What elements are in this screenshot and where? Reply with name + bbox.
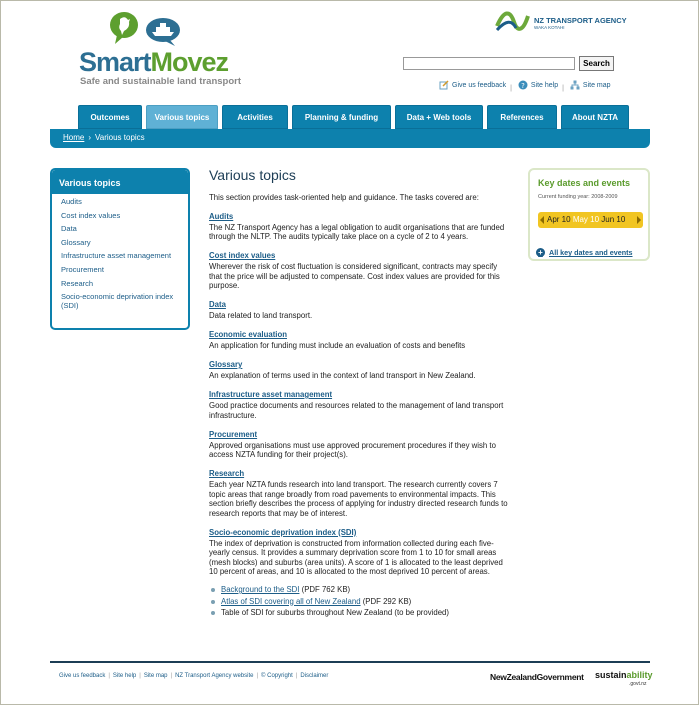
topic-description: Wherever the risk of cost fluctuation is considered significant, contracts may specify that the price will be adjusted to compensate. Cost index values are provided for this purpose. [209,262,500,290]
separator: | [510,85,512,92]
ferry-bubble-icon [145,17,181,47]
topic-link-cost-index[interactable]: Cost index values [209,251,276,260]
sidebar-item-infrastructure[interactable]: Infrastructure asset management [61,251,172,261]
sidebar-item-research[interactable]: Research [61,278,94,288]
topic-section [209,360,509,381]
month-apr[interactable]: Apr 10 [547,215,571,224]
separator: | [562,85,564,92]
topic-description: Approved organisations must use approved procurement procedures if they wish to access NZTA funding for their project(s). [209,440,496,459]
key-dates-panel [528,168,650,261]
month-may-current[interactable]: May 10 [572,215,600,224]
nzta-mark-icon [494,6,530,36]
separator: | [256,673,259,679]
sdi-background-link[interactable]: Background to the SDI [221,585,300,594]
timeline-months [547,215,625,224]
separator: | [295,673,298,679]
brand-tagline: Safe and sustainable land transport [80,76,242,87]
topic-section [209,430,509,460]
topic-link-economic-evaluation[interactable]: Economic evaluation [209,330,287,339]
topic-description: Data related to land transport. [209,311,313,320]
tab-activities[interactable]: Activities [222,105,288,129]
sustainability-logo[interactable] [595,670,653,680]
brand-smart: Smart [79,47,151,77]
feedback-link-label: Give us feedback [452,81,507,89]
svg-text:?: ? [521,82,525,90]
bird-bubble-icon [109,11,139,45]
sidebar-item-sdi[interactable]: Socio-economic deprivation index (SDI) [61,292,174,311]
footer-links [59,673,328,679]
all-key-dates-label: All key dates and events [549,248,633,257]
separator: | [139,673,141,679]
footer-divider [50,661,650,663]
sitemap-icon [570,80,580,90]
sidebar-list [61,197,187,315]
sustainability-domain: .govt.nz [629,681,647,687]
footer-nzta-website-link[interactable]: NZ Transport Agency website [175,673,254,679]
topic-link-research[interactable]: Research [209,469,245,478]
sidebar-item-cost-index-values[interactable]: Cost index values [61,210,121,220]
topic-section [209,469,509,518]
key-dates-title: Key dates and events [538,178,631,188]
page-title: Various topics [209,167,296,183]
topic-link-procurement[interactable]: Procurement [209,429,258,439]
utility-links [439,80,611,92]
search-input[interactable] [403,57,575,70]
topic-section [209,528,509,577]
nzta-name: NZ TRANSPORT AGENCY [534,16,627,25]
footer-copyright-link[interactable]: © Copyright [261,673,293,679]
tab-data-web-tools[interactable]: Data + Web tools [395,105,483,129]
topic-section [209,330,509,351]
breadcrumb-separator: › [88,133,92,142]
plus-icon: + [536,248,545,257]
sdi-resource-list [209,584,509,619]
tab-various-topics[interactable]: Various topics [146,105,218,129]
topic-link-infrastructure[interactable]: Infrastructure asset management [209,390,333,399]
topic-section [209,390,509,420]
site-map-label: Site map [582,81,611,89]
sdi-atlas-link[interactable]: Atlas of SDI covering all of New Zealand [221,596,361,606]
all-key-dates-link[interactable] [536,248,633,257]
topic-description: Each year NZTA funds research into land transport. The research currently covers 7 topic areas that range broadly from road pavements to environmental impacts. This section briefly describes the process of applying for industry directed research funds to research reports that may be of interest. [209,480,508,518]
tab-references[interactable]: References [487,105,557,129]
separator: | [170,673,173,679]
list-item [209,596,509,608]
timeline-next-icon[interactable] [637,216,641,224]
sustain-text: sustain [595,670,627,680]
main-content [209,167,509,619]
footer-site-map-link[interactable]: Site map [143,673,168,679]
pencil-icon [439,80,449,90]
list-item [209,584,509,596]
breadcrumb-bar [50,129,650,148]
intro-text: This section provides task-oriented help and guidance. The tasks covered are: [209,193,479,202]
search-button[interactable]: Search [579,56,614,71]
file-info: (PDF 762 KB) [299,585,351,594]
topic-description: An application for funding must include an evaluation of costs and benefits [209,341,466,350]
topic-link-glossary[interactable]: Glossary [209,360,243,369]
sidebar [50,168,190,330]
topic-link-audits[interactable]: Audits [209,211,234,221]
timeline-prev-icon[interactable] [540,216,544,224]
tab-about-nzta[interactable]: About NZTA [561,105,629,129]
breadcrumb-current: Various topics [95,133,145,142]
footer-disclaimer-link[interactable]: Disclaimer [300,673,329,679]
topic-section [209,212,509,242]
nzta-logo[interactable] [494,6,634,36]
sidebar-item-glossary[interactable]: Glossary [61,237,91,247]
site-help-link[interactable] [518,80,558,90]
nzta-subname: WAKA KOTAHI [534,25,565,30]
sidebar-title: Various topics [52,170,188,194]
tab-planning-funding[interactable]: Planning & funding [292,105,391,129]
topic-description: Good practice documents and resources related to the management of land transport infrastructure. [209,401,504,420]
topic-description: The index of deprivation is constructed from information collected during each five-yearly census. It provides a summary deprivation score from 1 to 10 for small areas (mesh blocks) and suburbs (area units). A score of 1 is allocated to the least deprived 10 percent of areas, and 10 is allocated to the most deprived 10 percent of areas. [209,538,503,576]
site-help-label: Site help [530,81,559,89]
ability-text: ability [626,670,653,680]
list-item [209,607,509,619]
brand-wordmark [79,47,228,78]
brand-movez: Movez [150,47,229,77]
sdi-table-text: Table of SDI for suburbs throughout New Zealand (to be provided) [221,608,449,617]
sidebar-item-procurement[interactable]: Procurement [61,264,104,274]
help-icon [518,80,528,90]
breadcrumb-home[interactable]: Home [63,133,85,142]
topic-link-sdi[interactable]: Socio-economic deprivation index (SDI) [209,527,357,537]
topic-description: An explanation of terms used in the context of land transport in New Zealand. [209,371,476,380]
sidebar-item-data[interactable]: Data [61,224,77,234]
sidebar-item-audits[interactable]: Audits [61,197,82,206]
funding-year: Current funding year: 2008-2009 [538,194,618,200]
month-timeline [538,212,643,228]
breadcrumb [63,133,145,142]
nz-government-logo[interactable]: NewZealandGovernment [490,672,584,682]
feedback-link[interactable] [439,80,506,90]
site-map-link[interactable] [570,80,611,90]
topic-section [209,300,509,321]
separator: | [108,673,110,679]
month-jun[interactable]: Jun 10 [601,215,626,224]
tab-outcomes[interactable]: Outcomes [78,105,142,129]
smartmovez-logo[interactable] [79,11,259,91]
topic-description: The NZ Transport Agency has a legal obligation to audit organisations that are funded through the NLTP. The audits typically take place on a cycle of 2 to 4 years. [209,222,505,241]
topic-link-data[interactable]: Data [209,300,226,309]
footer-feedback-link[interactable]: Give us feedback [59,673,106,679]
topic-section [209,251,509,291]
file-info: (PDF 292 KB) [360,596,412,606]
footer-site-help-link[interactable]: Site help [112,673,137,679]
